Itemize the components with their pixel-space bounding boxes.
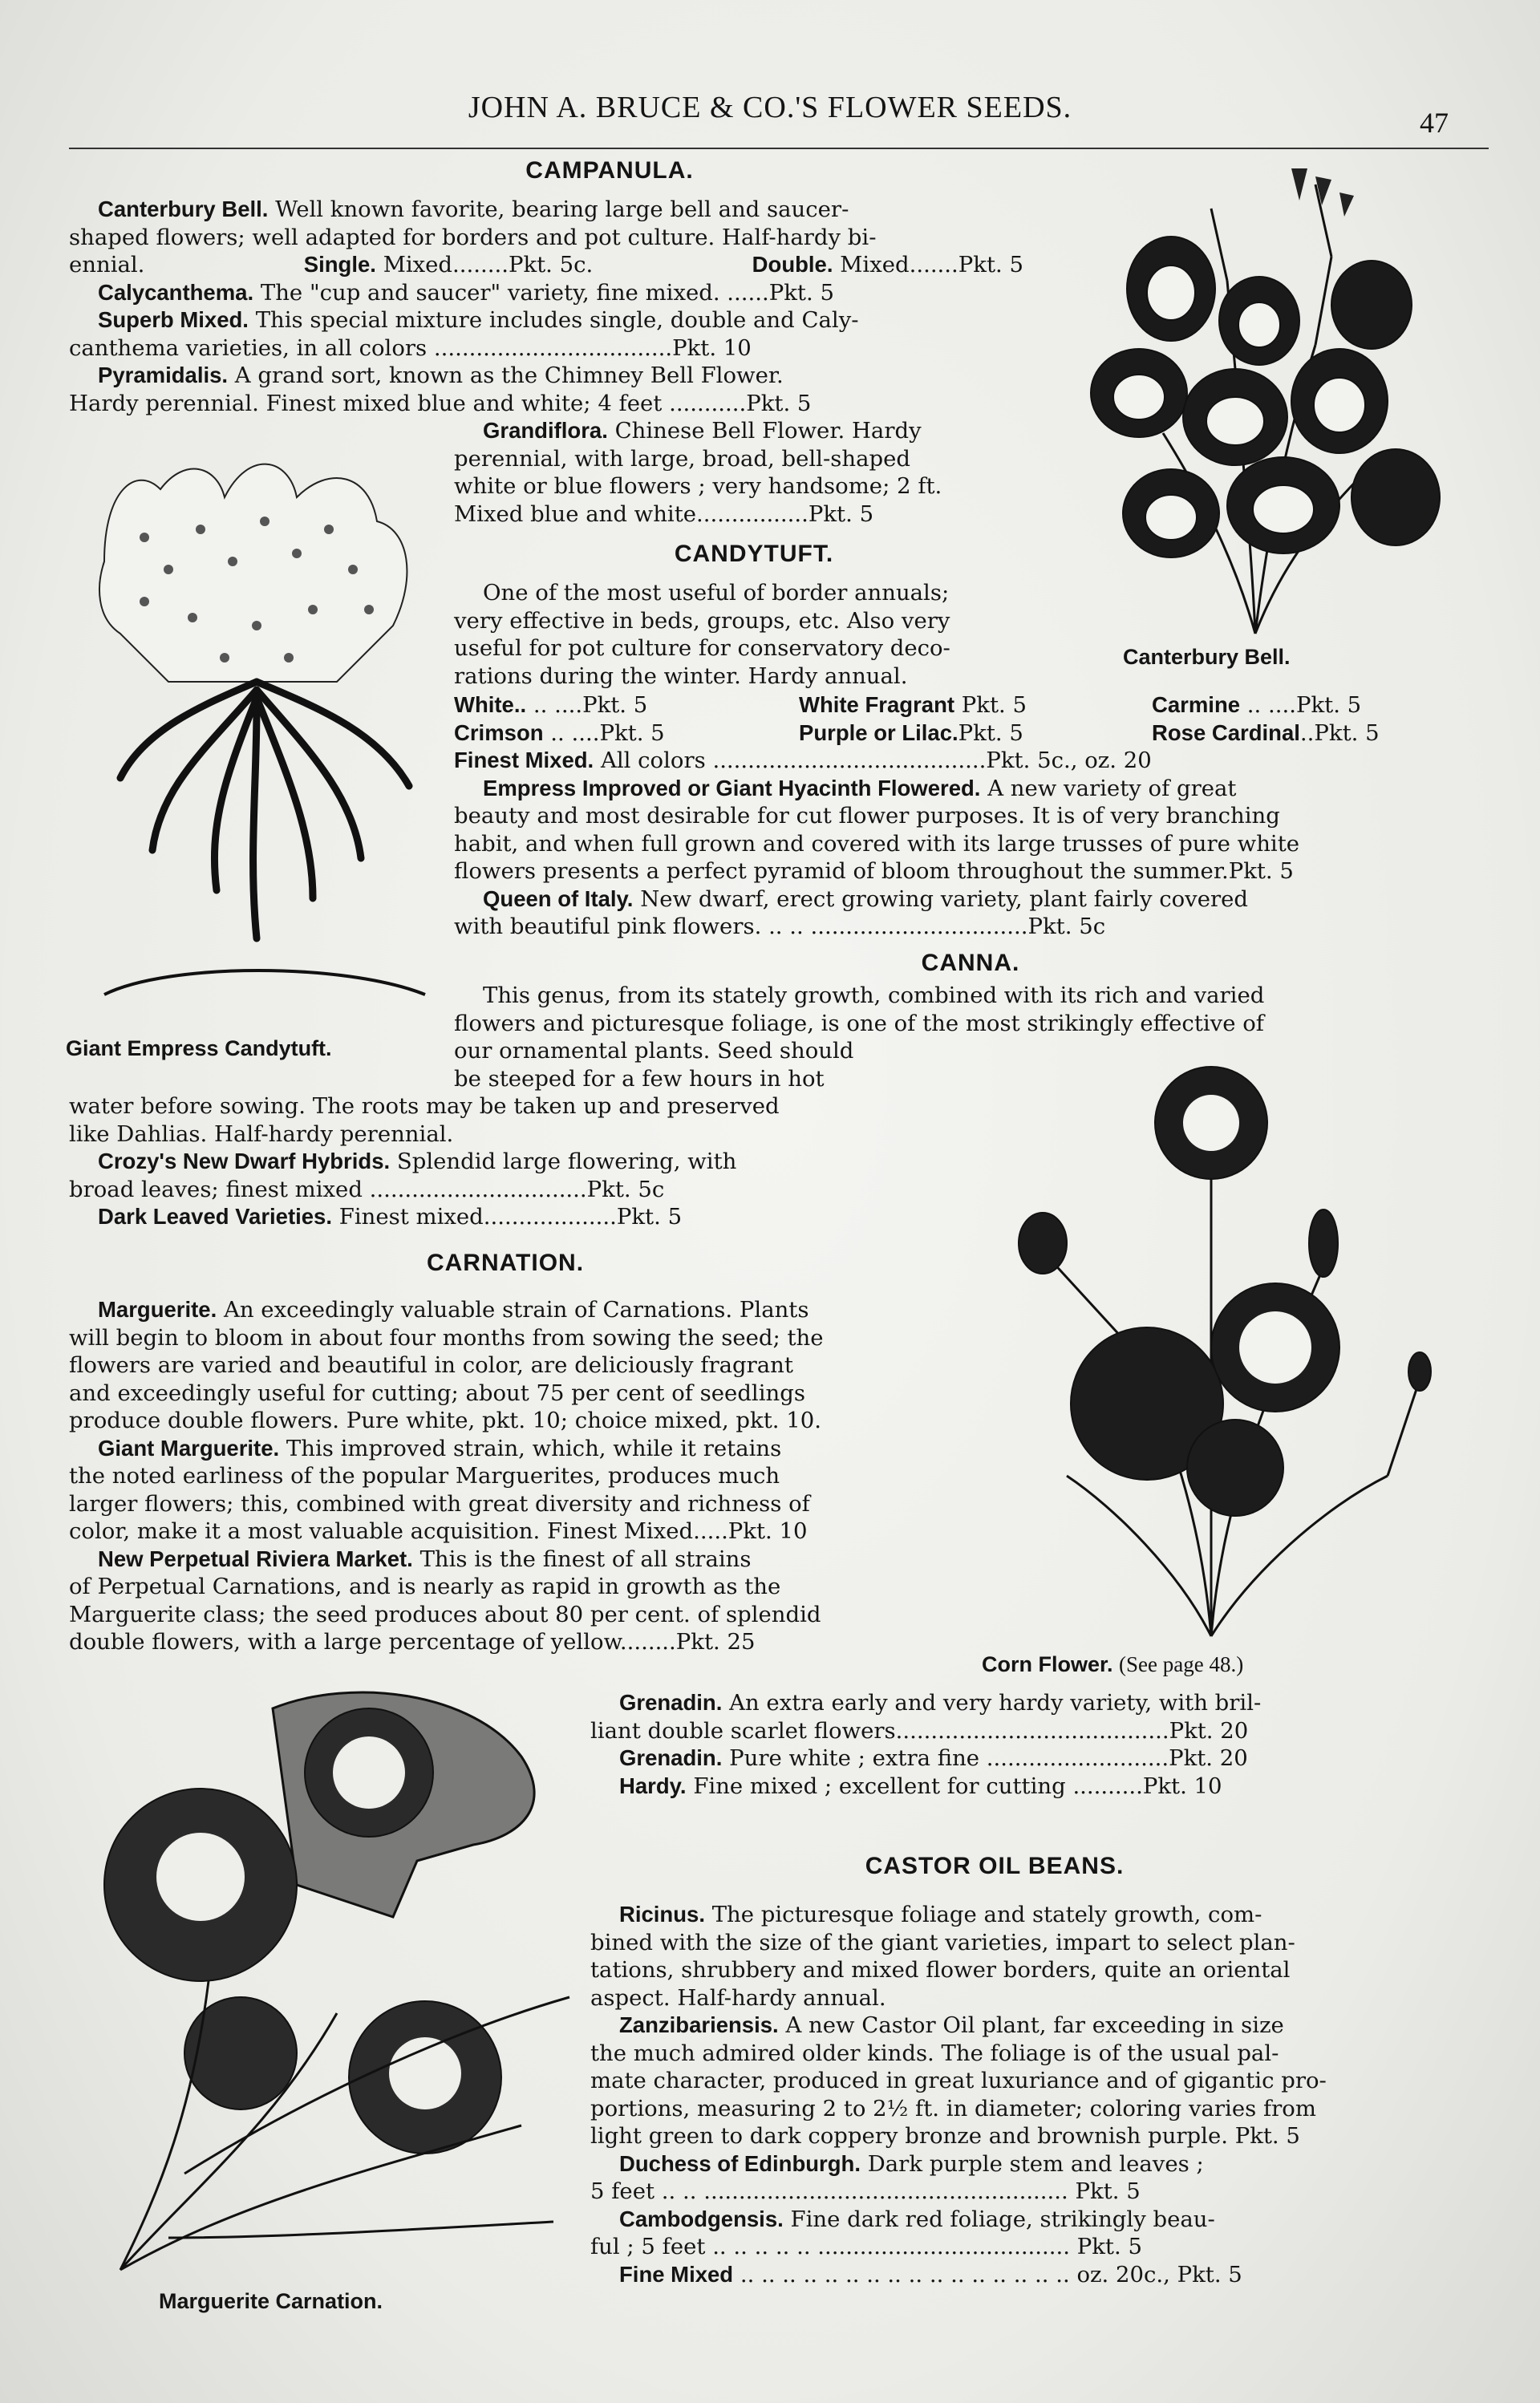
marguerite-carnation-illustration bbox=[72, 1676, 586, 2286]
text-line: very effective in beds, groups, etc. Also very bbox=[454, 607, 950, 634]
price: All colors .......................................Pkt. 5c., oz. 20 bbox=[600, 748, 1152, 773]
text-line: double flowers, with a large percentage of yellow........Pkt. 25 bbox=[69, 1629, 756, 1655]
item-name-zanzibariensis: Zanzibariensis. bbox=[619, 2012, 779, 2037]
caption-corn-flower-title: Corn Flower. bbox=[982, 1652, 1113, 1676]
text-line: ennial. bbox=[69, 252, 145, 278]
item-name-superb: Superb Mixed. bbox=[98, 307, 249, 332]
text-line: Fine dark red foliage, strikingly beau- bbox=[790, 2206, 1215, 2232]
item-name-marguerite: Marguerite. bbox=[98, 1297, 217, 1322]
text-line: color, make it a most valuable acquisition. Finest Mixed.....Pkt. 10 bbox=[69, 1518, 808, 1544]
item-name-empress: Empress Improved or Giant Hyacinth Flowered. bbox=[483, 775, 981, 800]
item-name-queen-of-italy: Queen of Italy. bbox=[483, 885, 634, 911]
header-rule bbox=[69, 148, 1489, 149]
text-line: be steeped for a few hours in hot bbox=[454, 1065, 825, 1092]
text-line: useful for pot culture for conservatory deco- bbox=[454, 635, 950, 661]
text-line: flowers are varied and beautiful in color, are deliciously fragrant bbox=[69, 1352, 793, 1378]
text-line: Mixed blue and white................Pkt. 5 bbox=[454, 500, 874, 527]
text-line: white or blue flowers ; very handsome; 2 ft. bbox=[454, 473, 942, 499]
item-name-grandiflora: Grandiflora. bbox=[483, 418, 608, 443]
text-line: mate character, produced in great luxuriance and of gigantic pro- bbox=[590, 2068, 1327, 2093]
text-line: The "cup and saucer" variety, fine mixed. ......Pkt. 5 bbox=[260, 279, 834, 306]
caption-corn-flower-ref: (See page 48.) bbox=[1119, 1652, 1244, 1676]
price: Mixed........Pkt. 5c. bbox=[383, 252, 594, 278]
text-line: rations during the winter. Hardy annual. bbox=[454, 663, 908, 689]
item-name-hardy: Hardy. bbox=[619, 1773, 687, 1798]
text-line: 5 feet .. .. .................................................... Pkt. 5 bbox=[590, 2178, 1141, 2204]
item-name-ricinus: Ricinus. bbox=[619, 1902, 705, 1927]
item-name-grenadin: Grenadin. bbox=[619, 1690, 723, 1715]
text-line: bined with the size of the giant varieties, impart to select plan- bbox=[590, 1929, 1295, 1955]
text-line: Well known favorite, bearing large bell and saucer- bbox=[275, 197, 849, 222]
text-line: This is the finest of all strains bbox=[419, 1546, 752, 1572]
item-name-fine-mixed: Fine Mixed bbox=[619, 2261, 734, 2287]
campanula-block bbox=[69, 196, 1056, 417]
page-number: 47 bbox=[1420, 107, 1449, 139]
text-line: perennial, with large, broad, bell-shaped bbox=[454, 445, 910, 472]
text-line: and exceedingly useful for cutting; about 75 per cent of seedlings bbox=[69, 1380, 805, 1406]
text-line: flowers and picturesque foliage, is one of the most strikingly effective of bbox=[454, 1010, 1264, 1036]
text-line: beauty and most desirable for cut flower purposes. It is of very branching bbox=[454, 803, 1280, 829]
item-name-dark-leaved: Dark Leaved Varieties. bbox=[98, 1204, 332, 1229]
running-header: JOHN A. BRUCE & CO.'S FLOWER SEEDS. bbox=[468, 91, 1072, 124]
price: Finest mixed...................Pkt. 5 bbox=[338, 1204, 683, 1230]
item-name-cambodgensis: Cambodgensis. bbox=[619, 2206, 784, 2231]
canna-intro bbox=[454, 982, 1449, 1037]
text-line: Hardy perennial. Finest mixed blue and white; 4 feet ...........Pkt. 5 bbox=[69, 390, 812, 416]
text-line: habit, and when full grown and covered with its large trusses of pure white bbox=[454, 830, 1300, 857]
item-name-single: Single. bbox=[303, 252, 376, 277]
item-name-calycanthema: Calycanthema. bbox=[98, 279, 254, 305]
text-line: ful ; 5 feet .. .. .. .. .. .................................... Pkt. 5 bbox=[590, 2234, 1142, 2259]
section-heading-campanula: CAMPANULA. bbox=[525, 157, 694, 184]
text-line: This genus, from its stately growth, combined with its rich and varied bbox=[483, 983, 1265, 1008]
text-line: produce double flowers. Pure white, pkt. 10; choice mixed, pkt. 10. bbox=[69, 1408, 821, 1433]
price: Pure white ; extra fine ..........................Pkt. 20 bbox=[729, 1745, 1248, 1771]
text-line: water before sowing. The roots may be taken up and preserved bbox=[69, 1093, 780, 1119]
price: Mixed.......Pkt. 5 bbox=[840, 252, 1023, 278]
item-name-double: Double. bbox=[752, 252, 833, 277]
text-line: Splendid large flowering, with bbox=[396, 1149, 737, 1174]
text-line: A grand sort, known as the Chimney Bell Flower. bbox=[234, 363, 784, 388]
text-line: the noted earliness of the popular Marguerites, produces much bbox=[69, 1463, 780, 1489]
text-line: portions, measuring 2 to 2½ ft. in diameter; coloring varies from bbox=[590, 2095, 1316, 2121]
caption-corn-flower bbox=[982, 1652, 1243, 1677]
canna-body-narrow bbox=[454, 1037, 951, 1092]
text-line: light green to dark coppery bronze and brownish purple. Pkt. 5 bbox=[590, 2123, 1300, 2149]
castor-block bbox=[590, 1901, 1424, 2288]
price: .. .. .. .. .. .. .. .. .. .. .. .. .. .. .. .. oz. 20c., Pkt. 5 bbox=[740, 2261, 1242, 2288]
caption-marguerite-carnation: Marguerite Carnation. bbox=[159, 2289, 383, 2313]
section-heading-carnation: CARNATION. bbox=[426, 1250, 585, 1276]
text-line: like Dahlias. Half-hardy perennial. bbox=[69, 1120, 454, 1147]
text-line: larger flowers; this, combined with great diversity and richness of bbox=[69, 1490, 810, 1517]
price: Fine mixed ; excellent for cutting ..........Pkt. 10 bbox=[693, 1773, 1222, 1799]
text-line: our ornamental plants. Seed should bbox=[454, 1038, 854, 1064]
text-line: Dark purple stem and leaves ; bbox=[867, 2150, 1204, 2177]
grenadin-block bbox=[590, 1689, 1433, 1800]
text-line: the much admired older kinds. The foliage is of the usual pal- bbox=[590, 2040, 1279, 2066]
item-name-pyramidalis: Pyramidalis. bbox=[98, 363, 229, 387]
section-heading-canna: CANNA. bbox=[921, 950, 1020, 976]
text-line: with beautiful pink flowers. .. .. ...............................Pkt. 5c bbox=[454, 914, 1106, 939]
item-name-canterbury: Canterbury Bell. bbox=[98, 197, 269, 221]
candytuft-illustration bbox=[72, 441, 449, 1011]
canna-body bbox=[69, 1092, 951, 1231]
item-name-giant-marguerite: Giant Marguerite. bbox=[98, 1435, 280, 1461]
item-name-finest-mixed: Finest Mixed. bbox=[454, 748, 594, 772]
text-line: Chinese Bell Flower. Hardy bbox=[614, 418, 922, 444]
candytuft-intro bbox=[454, 579, 1044, 690]
item-name-duchess: Duchess of Edinburgh. bbox=[619, 2150, 861, 2176]
section-heading-candytuft: CANDYTUFT. bbox=[674, 541, 834, 567]
text-line: One of the most useful of border annuals; bbox=[483, 580, 950, 606]
section-heading-castor: CASTOR OIL BEANS. bbox=[865, 1853, 1125, 1879]
text-line: A new Castor Oil plant, far exceeding in size bbox=[785, 2012, 1284, 2038]
text-line: Marguerite class; the seed produces about 80 per cent. of splendid bbox=[69, 1601, 821, 1627]
caption-canterbury-bell: Canterbury Bell. bbox=[1123, 645, 1291, 669]
text-line: canthema varieties, in all colors ..................................Pkt. 10 bbox=[69, 334, 752, 361]
text-line: This improved strain, which, while it retains bbox=[286, 1435, 782, 1461]
item-name-grenadin-white: Grenadin. bbox=[619, 1745, 723, 1770]
text-line: A new variety of great bbox=[987, 775, 1237, 801]
candytuft-varieties: White.. .. ....Pkt. 5 White Fragrant Pkt. 5 Carmine .. ....Pkt. 5 Crimson .. ....Pkt. 5 Purple or Lilac.Pkt. 5 Rose Cardinal..Pkt. 5 Finest Mixed. All colors .......................................Pkt. 5c., oz. 20 Empress Improved or Giant Hyacinth Flowered. A new variety of great beauty and most desirable for cut flower purposes. It is of very branching habit, and when full grown and covered with its large trusses of pure white flowers presents a perfect pyramid of bloom throughout the summer.Pkt. 5 Queen of Italy. New dwarf, erect growing variety, plant fairly covered with beautiful pink flowers. .. .. ...............................Pkt. 5c bbox=[454, 691, 1449, 941]
canterbury-bell-illustration bbox=[1051, 160, 1460, 642]
text-line: An extra early and very hardy variety, with bril- bbox=[729, 1690, 1262, 1716]
text-line: of Perpetual Carnations, and is nearly as rapid in growth as the bbox=[69, 1574, 781, 1599]
item-name-crozy: Crozy's New Dwarf Hybrids. bbox=[98, 1149, 391, 1173]
text-line: tations, shrubbery and mixed flower borders, quite an oriental bbox=[590, 1957, 1291, 1983]
text-line: An exceedingly valuable strain of Carnations. Plants bbox=[223, 1297, 809, 1323]
corn-flower-illustration bbox=[971, 1059, 1452, 1644]
text-line: The picturesque foliage and stately growth, com- bbox=[711, 1902, 1262, 1927]
grandiflora-block bbox=[454, 417, 1044, 528]
text-line: liant double scarlet flowers.......................................Pkt. 20 bbox=[590, 1717, 1249, 1744]
text-line: This special mixture includes single, double and Caly- bbox=[255, 307, 859, 333]
carnation-block bbox=[69, 1296, 951, 1656]
text-line: broad leaves; finest mixed ...............................Pkt. 5c bbox=[69, 1176, 665, 1202]
caption-giant-empress-candytuft: Giant Empress Candytuft. bbox=[66, 1036, 332, 1060]
text-line: aspect. Half-hardy annual. bbox=[590, 1984, 886, 2011]
text-line: flowers presents a perfect pyramid of bloom throughout the summer.Pkt. 5 bbox=[454, 858, 1294, 884]
text-line: shaped flowers; well adapted for borders and pot culture. Half-hardy bi- bbox=[69, 224, 877, 250]
item-name-riviera: New Perpetual Riviera Market. bbox=[98, 1546, 413, 1571]
text-line: New dwarf, erect growing variety, plant fairly covered bbox=[640, 885, 1249, 912]
text-line: will begin to bloom in about four months from sowing the seed; the bbox=[69, 1324, 824, 1351]
